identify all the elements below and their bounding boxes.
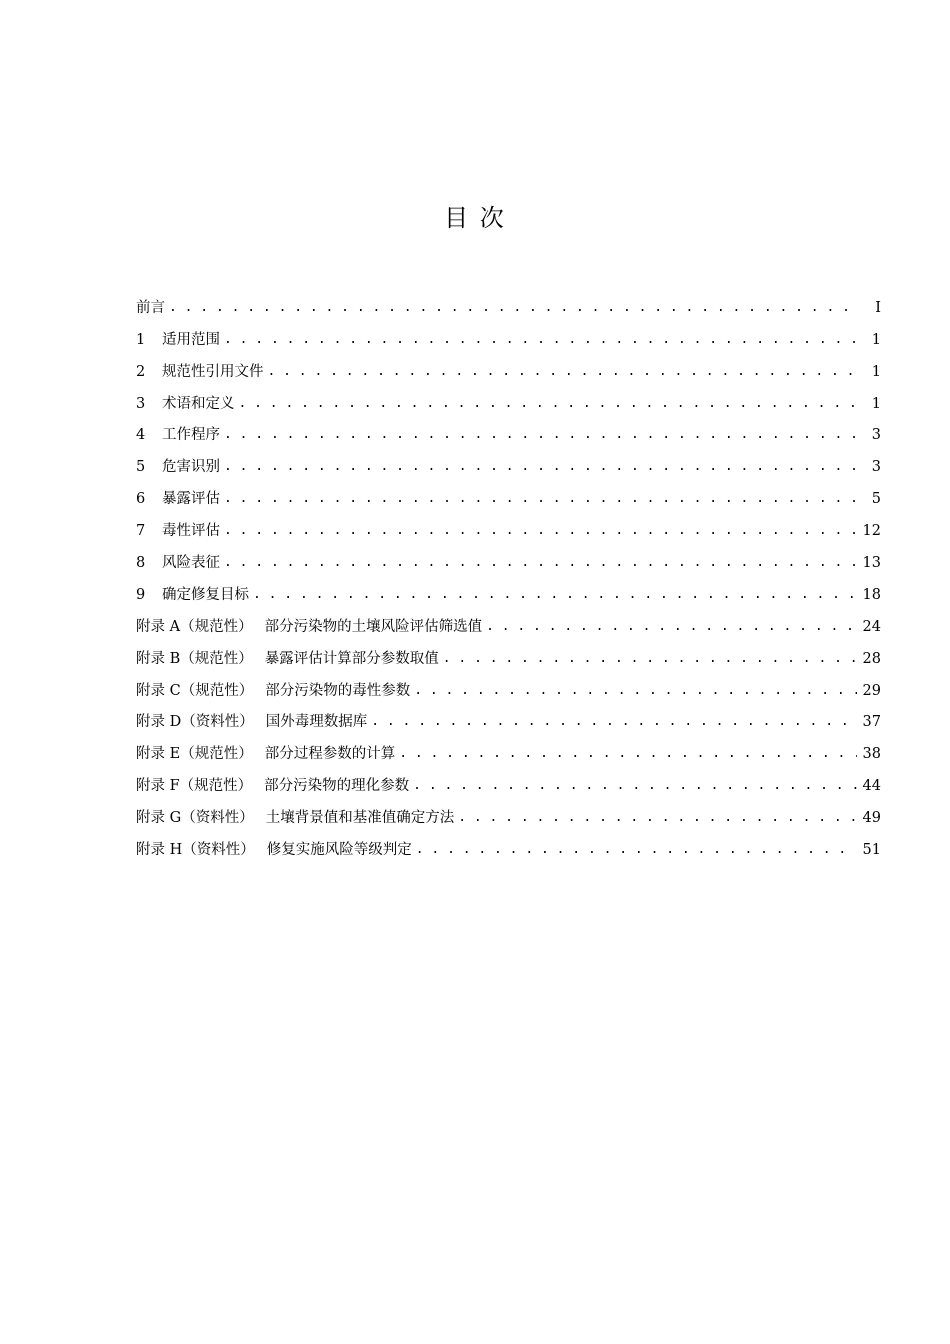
toc-entry[interactable] (136, 415, 881, 447)
toc-entry-title: 国外毒理数据库 (265, 714, 368, 731)
toc-entry-page: 1 (871, 331, 881, 348)
toc-entry-title: 毒性评估 (162, 523, 220, 540)
toc-entry-appendix[interactable] (136, 638, 881, 670)
toc-entry-appendix[interactable] (136, 797, 881, 829)
toc-entry-page: I (875, 299, 881, 316)
toc-appendix-number: 附录 D (136, 714, 182, 731)
toc-entry-title: 确定修复目标 (162, 586, 249, 603)
toc-entry-page: 13 (862, 555, 881, 572)
toc-appendix-type: （规范性） (180, 682, 254, 699)
toc-entry-label (136, 711, 371, 733)
toc-entry-number: 2 (136, 363, 146, 380)
toc-entry-label (136, 680, 414, 702)
toc-appendix-type: （资料性） (182, 842, 255, 859)
toc-entry-title: 暴露评估计算部分参数取值 (264, 650, 439, 667)
toc-entry-label (136, 456, 224, 478)
toc-appendix-type: （规范性） (180, 746, 253, 763)
toc-entry-label (136, 775, 413, 797)
toc-entry-appendix[interactable] (136, 765, 881, 797)
toc-dot-leader (224, 329, 859, 351)
toc-entry-page: 3 (871, 427, 881, 444)
toc-entry-label (136, 393, 239, 415)
toc-appendix-number: 附录 H (136, 842, 183, 859)
toc-entry-label (136, 329, 224, 351)
toc-entry-number: 5 (136, 459, 146, 476)
toc-dot-leader (224, 552, 857, 574)
toc-entry-page: 5 (871, 491, 881, 508)
toc-dot-leader (224, 488, 859, 510)
toc-entry-label (136, 488, 224, 510)
toc-entry-page: 1 (871, 363, 881, 380)
page-title: 目 次 (444, 204, 506, 232)
toc-appendix-number: 附录 E (136, 746, 181, 763)
toc-appendix-number: 附录 B (136, 650, 181, 667)
toc-appendix-type: （规范性） (179, 778, 253, 795)
toc-entry[interactable] (136, 351, 881, 383)
toc-dot-leader (413, 775, 856, 797)
toc-appendix-number: 附录 G (136, 810, 182, 827)
toc-dot-leader (268, 361, 860, 383)
toc-entry-page: 37 (862, 714, 881, 731)
toc-entry-label (136, 361, 268, 383)
toc-entry-label (136, 616, 486, 638)
toc-entry-title: 暴露评估 (162, 491, 220, 508)
toc-entry-appendix[interactable] (136, 733, 881, 765)
toc-appendix-number: 附录 F (136, 778, 180, 795)
toc-entry[interactable] (136, 319, 881, 351)
toc-entry-title: 适用范围 (162, 331, 220, 348)
toc-entry-number: 9 (136, 586, 146, 603)
toc-entry-title: 修复实施风险等级判定 (266, 842, 412, 859)
toc-appendix-type: （规范性） (180, 618, 253, 635)
toc-entry-page: 44 (862, 778, 881, 795)
toc-entry-title: 前言 (136, 299, 165, 316)
toc-entry-number: 1 (136, 331, 146, 348)
toc-entry-label (136, 297, 169, 319)
toc-entry[interactable] (136, 287, 881, 319)
toc-entry-title: 风险表征 (162, 555, 220, 572)
toc-dot-leader (253, 584, 857, 606)
toc-entry-number: 8 (136, 555, 146, 572)
toc-entry-title: 部分污染物的毒性参数 (265, 682, 411, 699)
toc-entry-title: 危害识别 (162, 459, 220, 476)
toc-entry[interactable] (136, 383, 881, 415)
toc-entry-title: 部分污染物的土壤风险评估筛选值 (264, 618, 483, 635)
toc-entry-number: 4 (136, 427, 146, 444)
table-of-contents (136, 287, 881, 861)
toc-entry[interactable] (136, 574, 881, 606)
toc-entry-label (136, 424, 224, 446)
toc-entry-label (136, 743, 399, 765)
toc-entry-page: 38 (862, 746, 881, 763)
toc-entry-appendix[interactable] (136, 702, 881, 734)
toc-entry-title: 部分过程参数的计算 (264, 746, 396, 763)
toc-entry-appendix[interactable] (136, 670, 881, 702)
toc-appendix-type: （资料性） (181, 714, 254, 731)
toc-entry-appendix[interactable] (136, 606, 881, 638)
toc-dot-leader (239, 393, 860, 415)
toc-entry-page: 28 (862, 650, 881, 667)
toc-entry-page: 12 (862, 523, 881, 540)
toc-entry-title: 工作程序 (162, 427, 220, 444)
toc-entry[interactable] (136, 446, 881, 478)
toc-entry-page: 29 (862, 682, 881, 699)
toc-entry-page: 3 (871, 459, 881, 476)
toc-entry-page: 24 (862, 618, 881, 635)
toc-entry-label (136, 584, 253, 606)
toc-entry[interactable] (136, 510, 881, 542)
toc-entry-label (136, 520, 224, 542)
toc-entry-number: 6 (136, 491, 146, 508)
toc-appendix-type: （规范性） (180, 650, 253, 667)
toc-appendix-number: 附录 C (136, 682, 181, 699)
toc-entry-title: 术语和定义 (162, 395, 235, 412)
toc-entry-page: 18 (862, 586, 881, 603)
toc-entry-label (136, 552, 224, 574)
toc-dot-leader (224, 456, 859, 478)
toc-entry[interactable] (136, 542, 881, 574)
toc-entry-page: 49 (862, 810, 881, 827)
toc-dot-leader (416, 839, 857, 861)
toc-entry-number: 7 (136, 523, 146, 540)
toc-dot-leader (224, 424, 859, 446)
toc-entry-label (136, 807, 458, 829)
toc-entry-title: 部分污染物的理化参数 (264, 778, 410, 795)
toc-dot-leader (458, 807, 856, 829)
toc-entry-number: 3 (136, 395, 146, 412)
toc-entry-page: 51 (862, 842, 881, 859)
toc-entry-page: 1 (871, 395, 881, 412)
toc-dot-leader (486, 616, 856, 638)
toc-dot-leader (414, 680, 856, 702)
toc-entry-label (136, 839, 416, 861)
toc-dot-leader (371, 711, 856, 733)
toc-entry-appendix[interactable] (136, 829, 881, 861)
toc-dot-leader (443, 648, 857, 670)
toc-appendix-number: 附录 A (136, 618, 181, 635)
toc-entry-title: 土壤背景值和基准值确定方法 (265, 810, 455, 827)
toc-entry-label (136, 648, 443, 670)
toc-dot-leader (169, 297, 859, 319)
toc-entry-title: 规范性引用文件 (162, 363, 264, 380)
toc-dot-leader (224, 520, 857, 542)
toc-entry[interactable] (136, 478, 881, 510)
toc-appendix-type: （资料性） (181, 810, 254, 827)
toc-dot-leader (399, 743, 856, 765)
